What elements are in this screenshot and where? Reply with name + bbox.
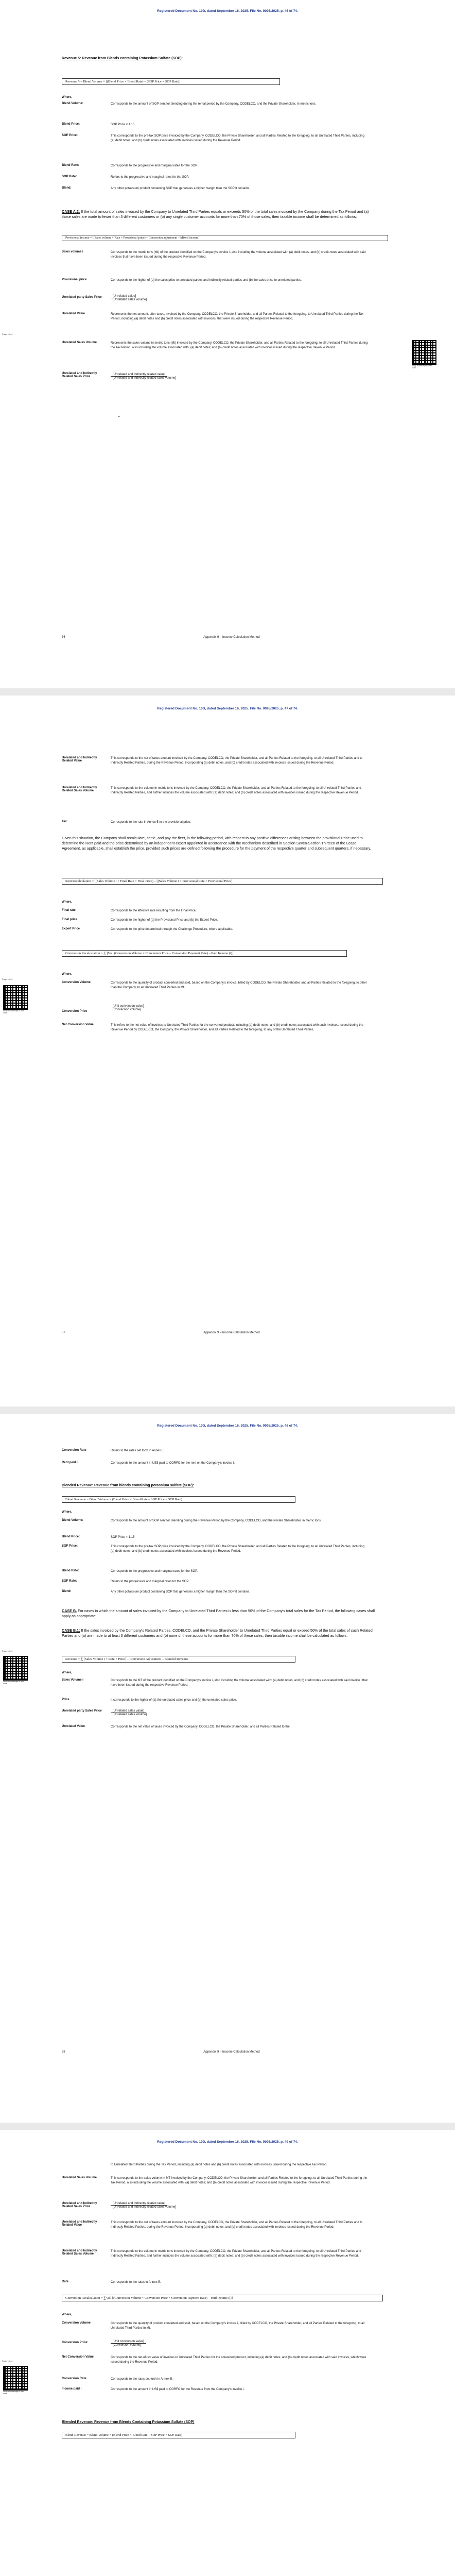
formula-box: Provisional income = [(Sales volume × Rate × Provisional price) – Conversion adjustment – Mixed income] bbox=[62, 235, 388, 241]
page-tag: Page 15/44 bbox=[2, 1650, 13, 1652]
where-label: Where, bbox=[62, 1671, 73, 1674]
fraction-numerator: [Unit conversion value] bbox=[111, 2340, 146, 2344]
stray-dot: • bbox=[118, 415, 120, 419]
def-text: It corresponds to the higher of (a) the unrelated sales price and (b) the unrelated sales price. bbox=[111, 1699, 237, 1702]
def-term: Unrelated and Indirectly Related Sales Volume bbox=[62, 2249, 97, 2256]
case-text: For cases in which the amount of sales invoiced by the Company to Unrelated Third Parties is less than 50% of the Company's total sales for the Tax Period, the following cases shall apply as appropriate: bbox=[62, 1608, 375, 1619]
def-term: Net Conversion Value: bbox=[62, 2355, 95, 2359]
case-text: If the total amount of sales invoiced by the Company to Unrelated Third Parties equals or exceeds 50% of the total sales invoiced by the Company during the Tax Period and (a) those sales are made to fewer than 3 different customers or (b) any single customer accounts for more than 70% of those sales, then taxable income shall be determined as follows: bbox=[62, 209, 369, 219]
def-term: Rent paid i bbox=[62, 1461, 78, 1464]
fraction bbox=[111, 1005, 146, 1011]
formula-box: Revenue 5 = Blend Volume × [(Blend Price × Blend Rate) – (SOP Price × SOP Rate)] bbox=[62, 78, 280, 85]
def-term: Conversion Rate bbox=[62, 2377, 86, 2380]
def-term: Blend Rate: bbox=[62, 164, 79, 167]
def-term: SOP Price: bbox=[62, 134, 78, 137]
def-term: Unrelated Sales Volume bbox=[62, 2176, 97, 2179]
def-term: Sales volume i bbox=[62, 250, 83, 253]
def-text: This corresponds to the pre-tax SOP price invoiced by the Company, CODELCO, the Private Shareholder, and all Parties Related to the foregoing, to all Unrelated Third Parties, including (a) debit notes, and (b) credit notes associated with invoices issued during the Revenue Period. bbox=[111, 134, 364, 142]
page-4 bbox=[0, 2130, 455, 2576]
def-term: Unrelated party Sales Price bbox=[62, 296, 102, 299]
fraction-denominator: [Conversion volume] bbox=[113, 2344, 141, 2347]
def-term: Conversion Volume bbox=[62, 2321, 91, 2325]
fraction-numerator: [Unrelated and indirectly related value] bbox=[111, 373, 167, 377]
def-text: Represents the sales volume in metric tons (Mt) invoiced by the Company, CODELCO, the Private Shareholder, and all Parties Related to the foregoing, to all Unrelated Third Parties during the Tax Period, also including the volume associated with: (a) debit notes; and (b) credit notes associated with invoices issued during the respective Revenue Period. bbox=[111, 342, 368, 349]
def-text: Corresponds to the metric tons (Mt) of the product identified on the Company's invoice i, also including the volume associated with (a) debit notes, and (b) credit notes associated with said invoices that have been issued during the respective Revenue Period. bbox=[111, 251, 366, 259]
def-term: Conversion Price: bbox=[62, 2341, 89, 2344]
def-text: SOP Price × 1.15 bbox=[111, 1536, 135, 1539]
section-title: Revenue 5: Revenue from Blends containing Potassium Sulfate (SOP): bbox=[62, 57, 183, 60]
def-text: Corresponds to the net-of-tax value of invoices to Unrelated Third Parties for the converted product, including (a) debit notes, and (b) credit notes associated with said invoices, which were issued during the Revenue Period. bbox=[111, 2356, 366, 2364]
fraction bbox=[111, 295, 149, 301]
def-term: Blend Price: bbox=[62, 123, 80, 126]
fraction-denominator: [Conversion volume] bbox=[113, 1008, 141, 1011]
def-text: Refers to the progressive and marginal rates for the SOP. bbox=[111, 1580, 189, 1583]
def-text: Any other potassium product containing SOP that generates a higher margin than the SOP it contains. bbox=[111, 1590, 250, 1594]
qr-caption: Verify at www.fojas.cl with code bbox=[3, 2391, 24, 2395]
def-text: Corresponds to the higher of (a) the Provisional Price and (b) the Expert Price. bbox=[111, 919, 218, 922]
def-term: Price bbox=[62, 1698, 69, 1701]
def-text: to Unrelated Third Parties during the Tax Period, including (a) debit notes and (b) credit notes associated with invoices issued during the respective Tax Period. bbox=[111, 2163, 327, 2166]
def-text: Corresponds to the rates in Annex 5. bbox=[111, 2281, 161, 2284]
def-term: Net Conversion Value bbox=[62, 1023, 94, 1026]
def-term: Sales Volume i bbox=[62, 1679, 83, 1682]
formula-box: Rent Recalculation = [(Sales Volume i × Final Rate × Final Price) – [(Sales Volume i × Provisional Rate × Provisional Price] bbox=[62, 878, 383, 885]
formula-box: Conversion Recalculation = ∑ [Vol. (Conversion Volume × Conversion Price – Conversion Payment Rate) – Paid Income (i)] bbox=[62, 950, 347, 957]
case-heading: CASE B. bbox=[62, 1608, 77, 1613]
fraction bbox=[111, 2340, 146, 2347]
def-term: Blend Price: bbox=[62, 1535, 80, 1538]
qr-caption: Verify at www.fojas.cl with code bbox=[3, 1010, 24, 1014]
def-term: Blend: bbox=[62, 1590, 72, 1593]
def-term: Blend Rate: bbox=[62, 1569, 79, 1572]
def-text: Corresponds to the amount of SOP sent for Blending during the Revenue Period by the Company, CODELCO, and the Private Shareholder, in metric tons. bbox=[111, 1519, 322, 1522]
def-term: Unrelated Sales Volume bbox=[62, 341, 97, 344]
qr-caption: Verify at www.fojas.cl with code bbox=[412, 365, 433, 369]
def-term: Unrelated party Sales Price bbox=[62, 1709, 102, 1713]
page-number: 37 bbox=[62, 1331, 65, 1334]
formula-box: Revenue = ∑ [Sales Volume i × Rate × Price] – Conversion Adjustment – Blended Revenue bbox=[62, 1656, 295, 1663]
def-term: SOP Rate: bbox=[62, 1580, 77, 1583]
fraction-numerator: [Unrelated sales value] bbox=[111, 1709, 146, 1713]
fraction-denominator: [Unrelated and indirectly related sales volume] bbox=[113, 2206, 177, 2209]
fraction bbox=[111, 2202, 178, 2209]
def-term: SOP Rate: bbox=[62, 175, 77, 178]
def-text: Corresponds to the rates set forth in Annex 5. bbox=[111, 2378, 173, 2381]
def-term: Blend Volume: bbox=[62, 1519, 83, 1522]
def-term: Unrelated and Indirectly Related Value bbox=[62, 2221, 97, 2227]
def-text: Corresponds to the price determined through the Challenge Procedure, where applicable. bbox=[111, 928, 233, 931]
case-b1-paragraph bbox=[62, 1628, 376, 1638]
page-header: Registered Document No. 10D, dated September 16, 2025. File No. 9095/2025. p. 49 of 74. bbox=[157, 2140, 298, 2144]
qr-code-icon bbox=[3, 1656, 28, 1681]
page-separator bbox=[0, 688, 455, 696]
case-a2-paragraph bbox=[62, 209, 376, 219]
qr-code-icon bbox=[412, 340, 436, 365]
def-text: Corresponds to the rate in Annex 5 to the provisional price. bbox=[111, 821, 191, 824]
page-header: Registered Document No. 10D, dated September 16, 2025. File No. 9095/2025. p. 47 of 74. bbox=[157, 707, 298, 710]
fraction bbox=[111, 373, 178, 380]
def-term: Rate bbox=[62, 2280, 69, 2283]
page-number: 38 bbox=[62, 2050, 65, 2054]
where-label: Where, bbox=[62, 2313, 73, 2316]
case-b-paragraph bbox=[62, 1608, 376, 1619]
def-text: Corresponds to the quantity of product converted and sold, based on the Company's invoice, billed by CODELCO, the Private Shareholder, and all Parties Related to the foregoing, to other than the Company, to all Unrelated Third Parties in Mt. bbox=[111, 981, 367, 989]
fraction-numerator: [Unrelated value] bbox=[111, 295, 138, 298]
def-term: Final price bbox=[62, 918, 78, 921]
def-term: Expert Price bbox=[62, 927, 80, 930]
def-text: Corresponds to the MT of the product identified on the Company's invoice i, also including the volume associated with: (a) debit notes; and (b) credit notes associated with said invoice i that have been issued during the respective Revenue Period. bbox=[111, 1679, 367, 1687]
case-heading: CASE A.2: bbox=[62, 209, 80, 214]
def-text: This corresponds to the sales volume in MT invoiced by the Company, CODELCO, the Private Shareholder, and all Parties Related to the foregoing, to all Unrelated Third Parties during the Tax Period, also including the volume associated with: (a) debit notes; and (b) credit notes associated with invoices issued during the respective Revenue Period. bbox=[111, 2177, 367, 2184]
page-tag: Page 15/44 bbox=[2, 978, 13, 980]
def-text: SOP Price × 1.15 bbox=[111, 123, 135, 126]
def-term: Conversion Rate bbox=[62, 1449, 86, 1452]
fraction-denominator: [Unrelated sales volume] bbox=[113, 1713, 147, 1716]
footer-title: Appendix 9 – Income Calculation Method bbox=[203, 1331, 260, 1334]
page-tag: Page 15/44 bbox=[2, 2360, 13, 2362]
def-text: This corresponds to the pre-tax SOP price invoiced by the Company, CODELCO, the Private Shareholder, and all Parties Related to the foregoing, to all Unrelated Third Parties, including (a) debit notes, and (b) credit notes associated with invoices issued during the Revenue Period. bbox=[111, 1545, 364, 1553]
case-text: If the sales invoiced by the Company's Related Parties, CODELCO, and the Private Shareholder to Unrelated Third Parties equal or exceed 50% of the total sales of such Related Parties and (a) are made to at least 3 different customers and (b) none of these accounts for more than 70% of these sales, then taxable income shall be calculated as follows: bbox=[62, 1628, 373, 1638]
def-text: Corresponds to the effective rate resulting from the Final Price. bbox=[111, 909, 197, 912]
page-number: 36 bbox=[62, 636, 65, 639]
def-term: Conversion Price bbox=[62, 1010, 87, 1013]
where-label: Where, bbox=[62, 901, 73, 904]
page-header: Registered Document No. 10D, dated September 16, 2025. File No. 9095/2025. p. 48 of 74. bbox=[157, 1424, 298, 1428]
def-text: Refers to the progressive and marginal rates for the SOP. bbox=[111, 176, 189, 179]
page-separator bbox=[0, 1406, 455, 1414]
def-text: Corresponds to the progressive and marginal rates for the SOP. bbox=[111, 164, 198, 167]
def-text: This corresponds to the volume in metric tons invoiced by the Company, CODELCO, the Private Shareholder, and all Parties Related to the foregoing, to all Unrelated Third Parties and Indirectly Related Parties, and further includes the volume associated with: (a) debit notes; and (b) credit notes associated with invoices issued during the respective Revenue Period. bbox=[111, 787, 361, 794]
fraction-numerator: [Unrelated and indirectly related value] bbox=[111, 2202, 167, 2206]
def-text: Corresponds to the amount in US$ paid to CORFO for the rent on the Company's invoice i. bbox=[111, 1462, 235, 1465]
def-term: Income paid i bbox=[62, 2387, 82, 2391]
def-term: Unrelated Value bbox=[62, 312, 85, 315]
page-separator bbox=[0, 2123, 455, 2130]
def-text: This refers to the net value of invoices to Unrelated Third Parties for the converted product, including (a) debit notes, and (b) credit notes associated with such invoices, issued during the Revenue Period by CODELCO, the Company, the Private Shareholder, and all Parties Related to the foregoing, to any of the Unrelated Third Parties. bbox=[111, 1024, 363, 1031]
footer-title: Appendix 9 – Income Calculation Method bbox=[203, 2050, 260, 2054]
def-text: Represents the net amount, after taxes, invoiced by the Company, CODELCO, the Private Shareholder, and all Parties Related to the foregoing, to Unrelated Third Parties during the Tax Period, including (a) debit notes and (b) credit notes associated with invoices, that were issued during the respective Revenue Period. bbox=[111, 313, 363, 320]
page-header: Registered Document No. 10D, dated September 16, 2025. File No. 9095/2025. p. 46 of 74. bbox=[157, 9, 298, 13]
def-text: Corresponds to the net value of taxes invoiced by the Company, CODELCO, the Private Shareholder, and all Parties Related to the bbox=[111, 1725, 290, 1728]
def-text: This corresponds to the net of taxes amount invoiced by the Company, CODELCO, the Private Shareholder, and all Parties Related to the foregoing, to all Unrelated Third Parties and to Indirectly Related Parties, during the Revenue Period, incorporating (a) debit notes, and (b) credit notes associated with invoices issued during the Revenue Period. bbox=[111, 757, 363, 765]
where-label: Where, bbox=[62, 96, 73, 99]
footer-title: Appendix 9 – Income Calculation Method bbox=[203, 636, 260, 639]
fraction-denominator: [Unrelated sales volume] bbox=[113, 298, 147, 301]
def-text: Corresponds to the higher of (a) the sales price to unrelated parties and indirectly related parties and (b) the sales price to unrelated parties. bbox=[111, 279, 302, 282]
formula-box: Conversion Recalculation = ∑Vol. [(Conversion Volume × Conversion Price × Conversion Payment Rate) – Paid Income (i)] bbox=[62, 2295, 383, 2301]
fraction-denominator: [Unrelated and indirectly related sales volume] bbox=[113, 377, 177, 380]
def-term: SOP Price: bbox=[62, 1545, 78, 1548]
qr-code-icon bbox=[3, 985, 28, 1010]
def-text: This corresponds to the net of taxes amount invoiced by the Company, CODELCO, the Private Shareholder, and all Parties Related to the foregoing, to all Unrelated Third Parties and to Indirectly Related Parties, during the Revenue Period, incorporating (a) debit notes, and (b) credit notes associated with invoices issued during the Revenue Period. bbox=[111, 2221, 363, 2229]
page-1 bbox=[0, 0, 455, 688]
qr-code-icon bbox=[3, 2366, 28, 2391]
fraction bbox=[111, 1709, 149, 1716]
fraction-numerator: [Unit conversion value] bbox=[111, 1005, 146, 1008]
section-title: Blended Revenue: Revenue from Blends Containing Potassium Sulfate (SOP) bbox=[62, 2420, 195, 2424]
qr-caption: Verify at www.fojas.cl with code bbox=[3, 1681, 24, 1685]
where-label: Where, bbox=[62, 973, 73, 976]
def-term: Unrelated and Indirectly Related Sales Price bbox=[62, 2202, 97, 2208]
def-term: Unrelated and Indirectly Related Value bbox=[62, 756, 97, 762]
page-tag: Page 15/44 bbox=[2, 333, 13, 335]
formula-box: Blend Revenue = Blend Volume × (Blend Price × Blend Rate – SOP Price × SOP Rate) bbox=[62, 1496, 295, 1503]
def-term: Provisional price bbox=[62, 278, 87, 281]
def-term: Unrelated and Indirectly Related Sales Volume bbox=[62, 786, 97, 792]
def-text: Refers to the rates set forth in Annex 5. bbox=[111, 1449, 165, 1452]
def-term: Blend: bbox=[62, 187, 72, 190]
def-term: Unrelated and Indirectly Related Sales Price bbox=[62, 372, 97, 378]
def-text: Corresponds to the quantity of product converted and sold, based on the Company's invoice i, billed by CODELCO, the Private Shareholder, and all Parties Related to the foregoing, to all Unrelated Third Parties in Mt. bbox=[111, 2322, 365, 2330]
page-2 bbox=[0, 696, 455, 1406]
section-title: Blended Revenue: Revenue from blends containing potassium sulfate (SOP): bbox=[62, 1484, 194, 1487]
def-text: Corresponds to the amount in US$ paid to CORFO for the Revenue from the Company's invoice i. bbox=[111, 2388, 244, 2391]
recalculation-paragraph: Given this situation, the Company shall recalculate, settle, and pay the fleet, in the following period, with respect to any positive differences arising between the provisional Price used to determine the Rent paid and the price determined by an independent expert appointed in accordance with the mechanism described in Section Seven-Section Thirteen of the Lease Agreement, as applicable, shall establish the price, provided such prices are defined following the procedure for the payment of the respective quarter and subsequent quarters, if necessary. bbox=[62, 836, 371, 851]
def-text: This corresponds to the volume in metric tons invoiced by the Company, CODELCO, the Private Shareholder, and all Parties Related to the foregoing, to all Unrelated Third Parties and Indirectly Related Parties, and further includes the volume associated with: (a) debit notes; and (b) credit notes associated with invoices issued during the respective Revenue Period. bbox=[111, 2250, 361, 2258]
case-heading: CASE B.1: bbox=[62, 1628, 80, 1633]
def-term: Unrelated Value bbox=[62, 1725, 85, 1728]
def-term: Tax bbox=[62, 820, 67, 823]
def-text: Corresponds to the amount of SOP sent for blending during the rental period by the Company, CODELCO, and the Private Shareholder, in metric tons. bbox=[111, 103, 317, 106]
def-term: Conversion Volume bbox=[62, 981, 91, 984]
def-text: Any other potassium product containing SOP that generates a higher margin than the SOP it contains. bbox=[111, 187, 250, 190]
where-label: Where, bbox=[62, 1511, 73, 1514]
def-text: Corresponds to the progressive and marginal rates for the SOP. bbox=[111, 1570, 198, 1573]
page-3 bbox=[0, 1414, 455, 2123]
def-term: Final rate bbox=[62, 909, 76, 912]
formula-box: Blend Revenue = Blend Volume × (Blend Price × Blend Rate – SOP Price × SOP Rate) bbox=[62, 2432, 295, 2438]
def-term: Blend Volume: bbox=[62, 102, 83, 105]
